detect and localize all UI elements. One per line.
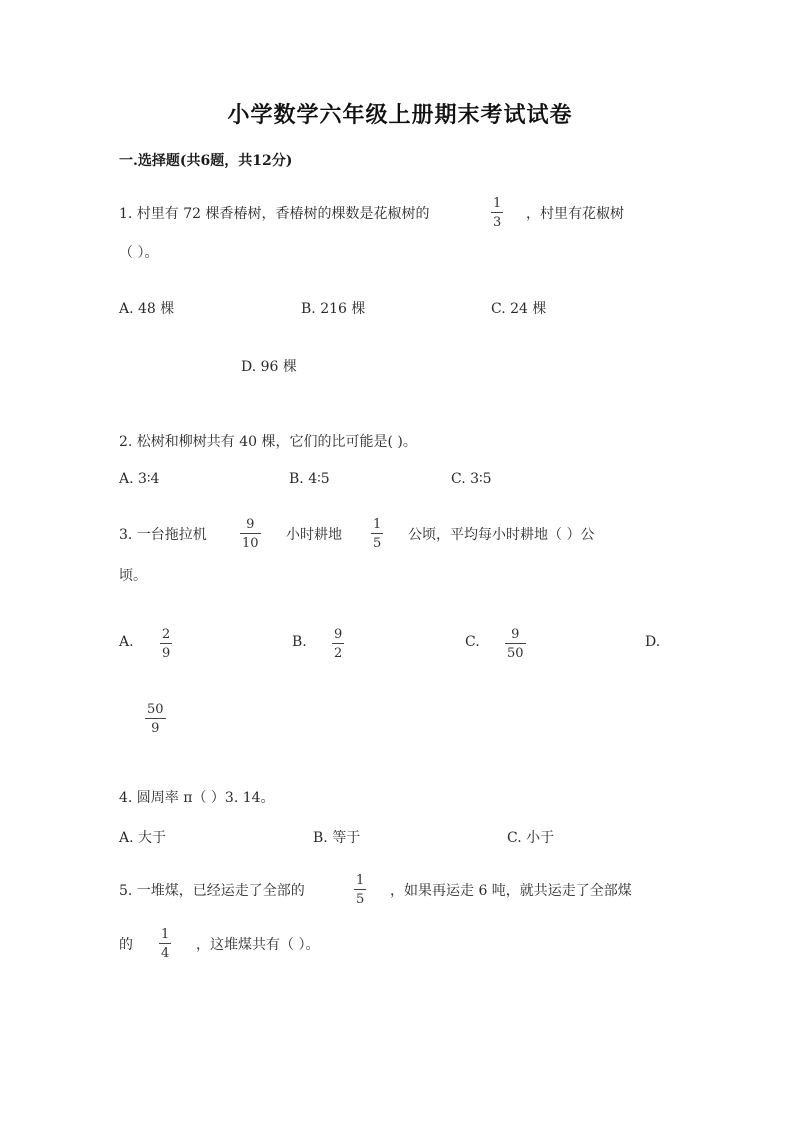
question-3-option-c-fraction[interactable] (505, 628, 526, 660)
question-3-option-c-label[interactable]: C. (465, 634, 480, 650)
fraction-denominator: 10 (242, 536, 259, 551)
question-1-text-b: ，村里有花椒树 (526, 206, 624, 222)
fraction-numerator: 9 (246, 517, 255, 532)
section-heading: 一.选择题(共6题，共12分) (119, 153, 293, 169)
fraction-numerator: 1 (373, 517, 382, 532)
fraction-denominator: 5 (356, 892, 365, 907)
fraction-denominator: 9 (151, 721, 160, 736)
page-title: 小学数学六年级上册期末考试试卷 (227, 102, 573, 128)
question-1-option-c[interactable]: C. 24 棵 (491, 301, 547, 317)
question-3-text-b: 小时耕地 (286, 527, 342, 543)
question-5-text-a: 5. 一堆煤，已经运走了全部的 (119, 883, 305, 899)
question-4-option-c[interactable]: C. 小于 (507, 830, 555, 846)
question-1-fraction (491, 197, 503, 229)
fraction-numerator: 9 (334, 627, 343, 642)
question-5-text-c: 的 (119, 937, 133, 953)
fraction-denominator: 5 (373, 536, 382, 551)
question-3-text-d: 顷。 (119, 568, 147, 584)
question-3-text-a: 3. 一台拖拉机 (119, 527, 207, 543)
question-1-option-a[interactable]: A. 48 棵 (119, 301, 175, 317)
question-4-option-b[interactable]: B. 等于 (313, 830, 361, 846)
fraction-denominator: 2 (334, 646, 343, 661)
question-1-option-d[interactable]: D. 96 棵 (241, 359, 297, 375)
question-2-option-b[interactable]: B. 4∶5 (289, 471, 330, 487)
question-4-option-a[interactable]: A. 大于 (119, 830, 167, 846)
question-3-text-c: 公顷，平均每小时耕地（ ）公 (408, 527, 595, 543)
question-4-text: 4. 圆周率 π（ ）3. 14。 (119, 790, 275, 806)
question-2-option-a[interactable]: A. 3∶4 (119, 471, 160, 487)
fraction-numerator: 9 (511, 627, 520, 642)
fraction-numerator: 1 (493, 196, 502, 211)
fraction-numerator: 2 (162, 627, 171, 642)
fraction-denominator: 4 (161, 946, 170, 961)
question-1-text-c: （ ）。 (119, 245, 159, 261)
question-3-fraction-2 (371, 518, 383, 550)
question-5-text-b: ，如果再运走 6 吨，就共运走了全部煤 (390, 883, 632, 899)
fraction-numerator: 50 (147, 702, 164, 717)
question-3-option-d-label[interactable]: D. (645, 634, 661, 650)
question-2-option-c[interactable]: C. 3∶5 (451, 471, 492, 487)
question-5-fraction-2 (159, 928, 171, 960)
fraction-denominator: 50 (507, 646, 524, 661)
question-3-option-d-fraction[interactable] (145, 703, 166, 735)
question-3-option-b-fraction[interactable] (332, 628, 344, 660)
question-3-option-b-label[interactable]: B. (292, 634, 307, 650)
question-1-text-a: 1. 村里有 72 棵香椿树，香椿树的棵数是花椒树的 (119, 206, 430, 222)
fraction-numerator: 1 (356, 873, 365, 888)
fraction-denominator: 9 (162, 646, 171, 661)
question-5-fraction-1 (354, 874, 366, 906)
question-2-text: 2. 松树和柳树共有 40 棵，它们的比可能是( )。 (119, 434, 417, 450)
question-3-option-a-label[interactable]: A. (119, 634, 134, 650)
question-3-fraction-1 (240, 518, 261, 550)
question-1-option-b[interactable]: B. 216 棵 (301, 301, 366, 317)
question-3-option-a-fraction[interactable] (160, 628, 172, 660)
fraction-denominator: 3 (493, 215, 502, 230)
fraction-numerator: 1 (161, 927, 170, 942)
question-5-text-d: ，这堆煤共有（ ）。 (196, 937, 320, 953)
